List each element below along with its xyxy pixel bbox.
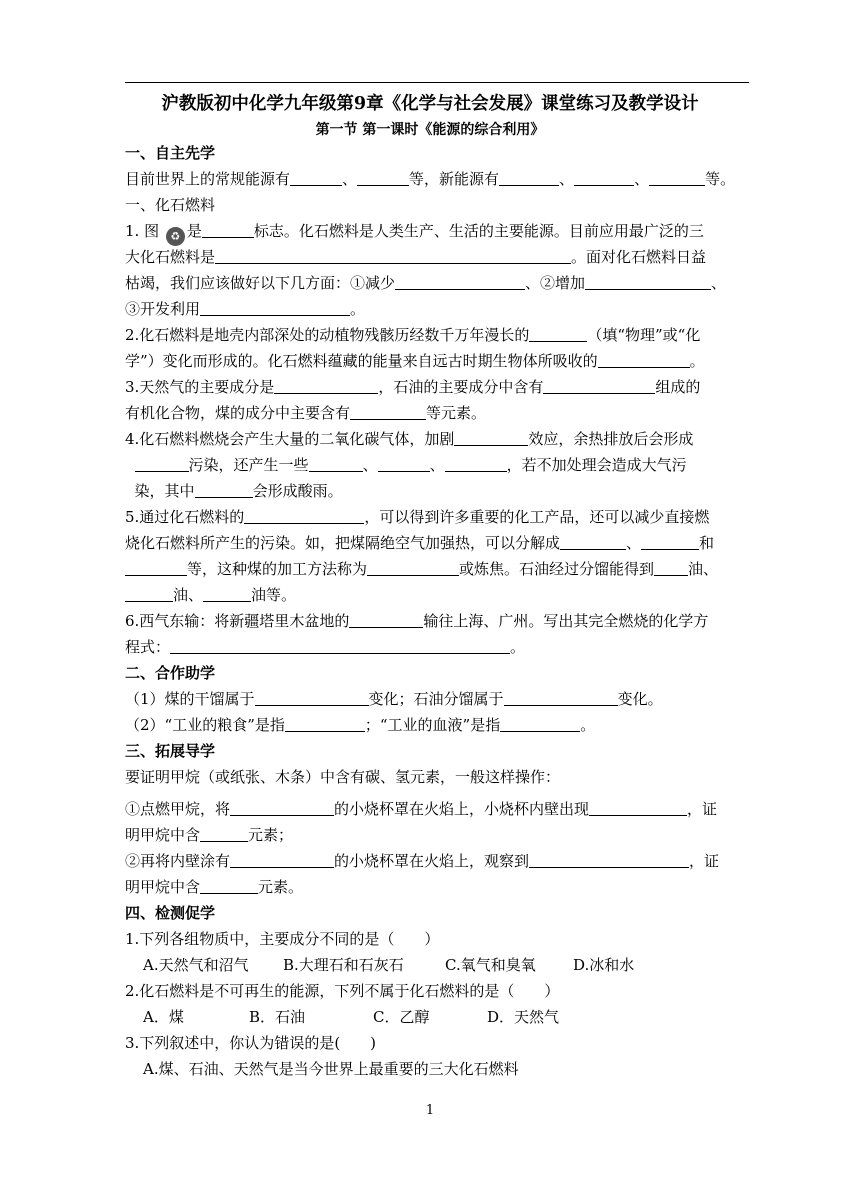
- answer-blank[interactable]: [585, 275, 711, 290]
- q4-line-2: 污染，还产生一些 、 、 ，若不加处理会造成大气污: [125, 456, 687, 474]
- q1-line-3: 枯竭，我们应该做好以下几方面：①减少 、②增加 、: [125, 274, 727, 292]
- answer-blank[interactable]: [274, 379, 378, 394]
- answer-blank[interactable]: [641, 535, 699, 550]
- recycle-icon: ♻: [166, 227, 185, 246]
- answer-blank[interactable]: [589, 801, 687, 816]
- mc-option[interactable]: D．天然气: [487, 1008, 560, 1026]
- answer-blank[interactable]: [499, 171, 559, 186]
- answer-blank[interactable]: [195, 483, 253, 498]
- q5-line-3: 等，这种煤的加工方法称为 或炼焦。石油经过分馏能得到 油、: [125, 560, 718, 578]
- s3-step2-line-2: 明甲烷中含 元素。: [125, 878, 304, 896]
- answer-blank[interactable]: [125, 561, 187, 576]
- answer-blank[interactable]: [357, 171, 409, 186]
- answer-blank[interactable]: [170, 639, 510, 654]
- answer-blank[interactable]: [504, 691, 618, 706]
- q2-line-1: 2.化石燃料是地壳内部深处的动植物残骸历经数千万年漫长的 （填“物理”或“化: [125, 326, 701, 344]
- answer-blank[interactable]: [215, 249, 571, 264]
- s2-line-1: （1）煤的干馏属于 变化；石油分馏属于 变化。: [125, 690, 663, 708]
- page-number: 1: [425, 1103, 435, 1118]
- q5-line-2: 烧化石燃料所产生的污染。如，把煤隔绝空气加强热，可以分解成 、 和: [125, 534, 715, 552]
- answer-blank[interactable]: [560, 535, 626, 550]
- answer-blank[interactable]: [454, 431, 528, 446]
- answer-blank[interactable]: [200, 879, 258, 894]
- mc-question-1: 1.下列各组物质中，主要成分不同的是（ ）: [125, 930, 440, 948]
- answer-blank[interactable]: [395, 275, 525, 290]
- answer-blank[interactable]: [543, 379, 655, 394]
- q3-line-1: 3.天然气的主要成分是 ，石油的主要成分中含有 组成的: [125, 378, 701, 396]
- q1-line-2: 大化石燃料是 。面对化石燃料日益: [125, 248, 707, 266]
- answer-blank[interactable]: [529, 327, 587, 342]
- answer-blank[interactable]: [230, 853, 334, 868]
- answer-blank[interactable]: [574, 171, 634, 186]
- answer-blank[interactable]: [202, 223, 254, 238]
- answer-blank[interactable]: [200, 301, 350, 316]
- s3-step2-line-1: ②再将内壁涂有 的小烧杯罩在火焰上，观察到 ，证: [125, 852, 720, 870]
- answer-blank[interactable]: [203, 587, 251, 602]
- mc-options-1: [143, 956, 653, 974]
- q2-line-2: 学”）变化而形成的。化石燃料蕴藏的能量来自远古时期生物体所吸收的 。: [125, 352, 705, 370]
- mc-option[interactable]: C.氧气和臭氧: [445, 956, 536, 974]
- answer-blank[interactable]: [350, 405, 426, 420]
- header-rule: [125, 82, 749, 83]
- section-heading-1: 一、自主先学: [125, 144, 216, 162]
- q1-line-4: ③开发利用 。: [125, 300, 366, 318]
- q4-line-1: 4.化石燃料燃烧会产生大量的二氧化碳气体，加剧 效应，余热排放后会形成: [125, 430, 694, 448]
- mc-option[interactable]: A.煤、石油、天然气是当今世界上最重要的三大化石燃料: [143, 1060, 519, 1078]
- answer-blank[interactable]: [285, 717, 365, 732]
- q5-line-1: 5.通过化石燃料的 ，可以得到许多重要的化工产品，还可以减少直接燃: [125, 508, 710, 526]
- mc-option[interactable]: A．煤: [143, 1008, 184, 1026]
- answer-blank[interactable]: [500, 717, 580, 732]
- answer-blank[interactable]: [290, 171, 342, 186]
- energy-intro-line: 目前世界上的常规能源有 、 等，新能源有 、 、 等。: [125, 170, 736, 188]
- answer-blank[interactable]: [244, 509, 364, 524]
- section-heading-4: 四、检测促学: [125, 904, 216, 922]
- answer-blank[interactable]: [378, 457, 430, 472]
- section-heading-3: 三、拓展导学: [125, 742, 216, 760]
- answer-blank[interactable]: [349, 613, 423, 628]
- answer-blank[interactable]: [200, 827, 248, 842]
- page-title: 沪教版初中化学九年级第9章《化学与社会发展》课堂练习及教学设计: [161, 94, 699, 114]
- mc-option[interactable]: B.大理石和石灰石: [283, 956, 404, 974]
- q6-line-1: 6.西气东输：将新疆塔里木盆地的 输往上海、广州。写出其完全燃烧的化学方: [125, 612, 709, 630]
- mc-question-3: 3.下列叙述中，你认为错误的是( ): [125, 1034, 377, 1052]
- q6-line-2: 程式： 。: [125, 638, 526, 656]
- s3-step1-line-2: 明甲烷中含 元素；: [125, 826, 294, 844]
- mc-option[interactable]: B．石油: [249, 1008, 306, 1026]
- answer-blank[interactable]: [367, 561, 459, 576]
- page-subtitle: 第一节 第一课时《能源的综合利用》: [315, 122, 545, 138]
- answer-blank[interactable]: [309, 457, 363, 472]
- mc-option[interactable]: D.冰和水: [573, 956, 635, 974]
- q4-line-3: 染，其中 会形成酸雨。: [134, 482, 343, 500]
- answer-blank[interactable]: [230, 801, 334, 816]
- answer-blank[interactable]: [529, 853, 689, 868]
- answer-blank[interactable]: [135, 457, 189, 472]
- mc-option[interactable]: C．乙醇: [373, 1008, 430, 1026]
- q1-line-1: 1. 图 ♻ 是 标志。化石燃料是人类生产、生活的主要能源。目前应用最广泛的三: [125, 222, 704, 246]
- subsection-heading: 一、化石燃料: [125, 196, 216, 214]
- answer-blank[interactable]: [255, 691, 369, 706]
- mc-question-2: 2.化石燃料是不可再生的能源，下列不属于化石燃料的是（ ）: [125, 982, 560, 1000]
- answer-blank[interactable]: [654, 561, 688, 576]
- s3-step1-line-1: ①点燃甲烷，将 的小烧杯罩在火焰上，小烧杯内壁出现 ，证: [125, 800, 718, 818]
- answer-blank[interactable]: [649, 171, 705, 186]
- answer-blank[interactable]: [445, 457, 507, 472]
- s3-intro: 要证明甲烷（或纸张、木条）中含有碳、氢元素，一般这样操作：: [125, 768, 561, 786]
- q3-line-2: 有机化合物，煤的成分中主要含有 等元素。: [125, 404, 487, 422]
- mc-options-2: [143, 1008, 587, 1026]
- mc-option[interactable]: A.天然气和沼气: [143, 956, 249, 974]
- section-heading-2: 二、合作助学: [125, 664, 216, 682]
- s2-line-2: （2）“工业的粮食”是指 ；“工业的血液”是指 。: [125, 716, 596, 734]
- answer-blank[interactable]: [125, 587, 173, 602]
- q5-line-4: 油、 油等。: [125, 586, 296, 604]
- answer-blank[interactable]: [598, 353, 690, 368]
